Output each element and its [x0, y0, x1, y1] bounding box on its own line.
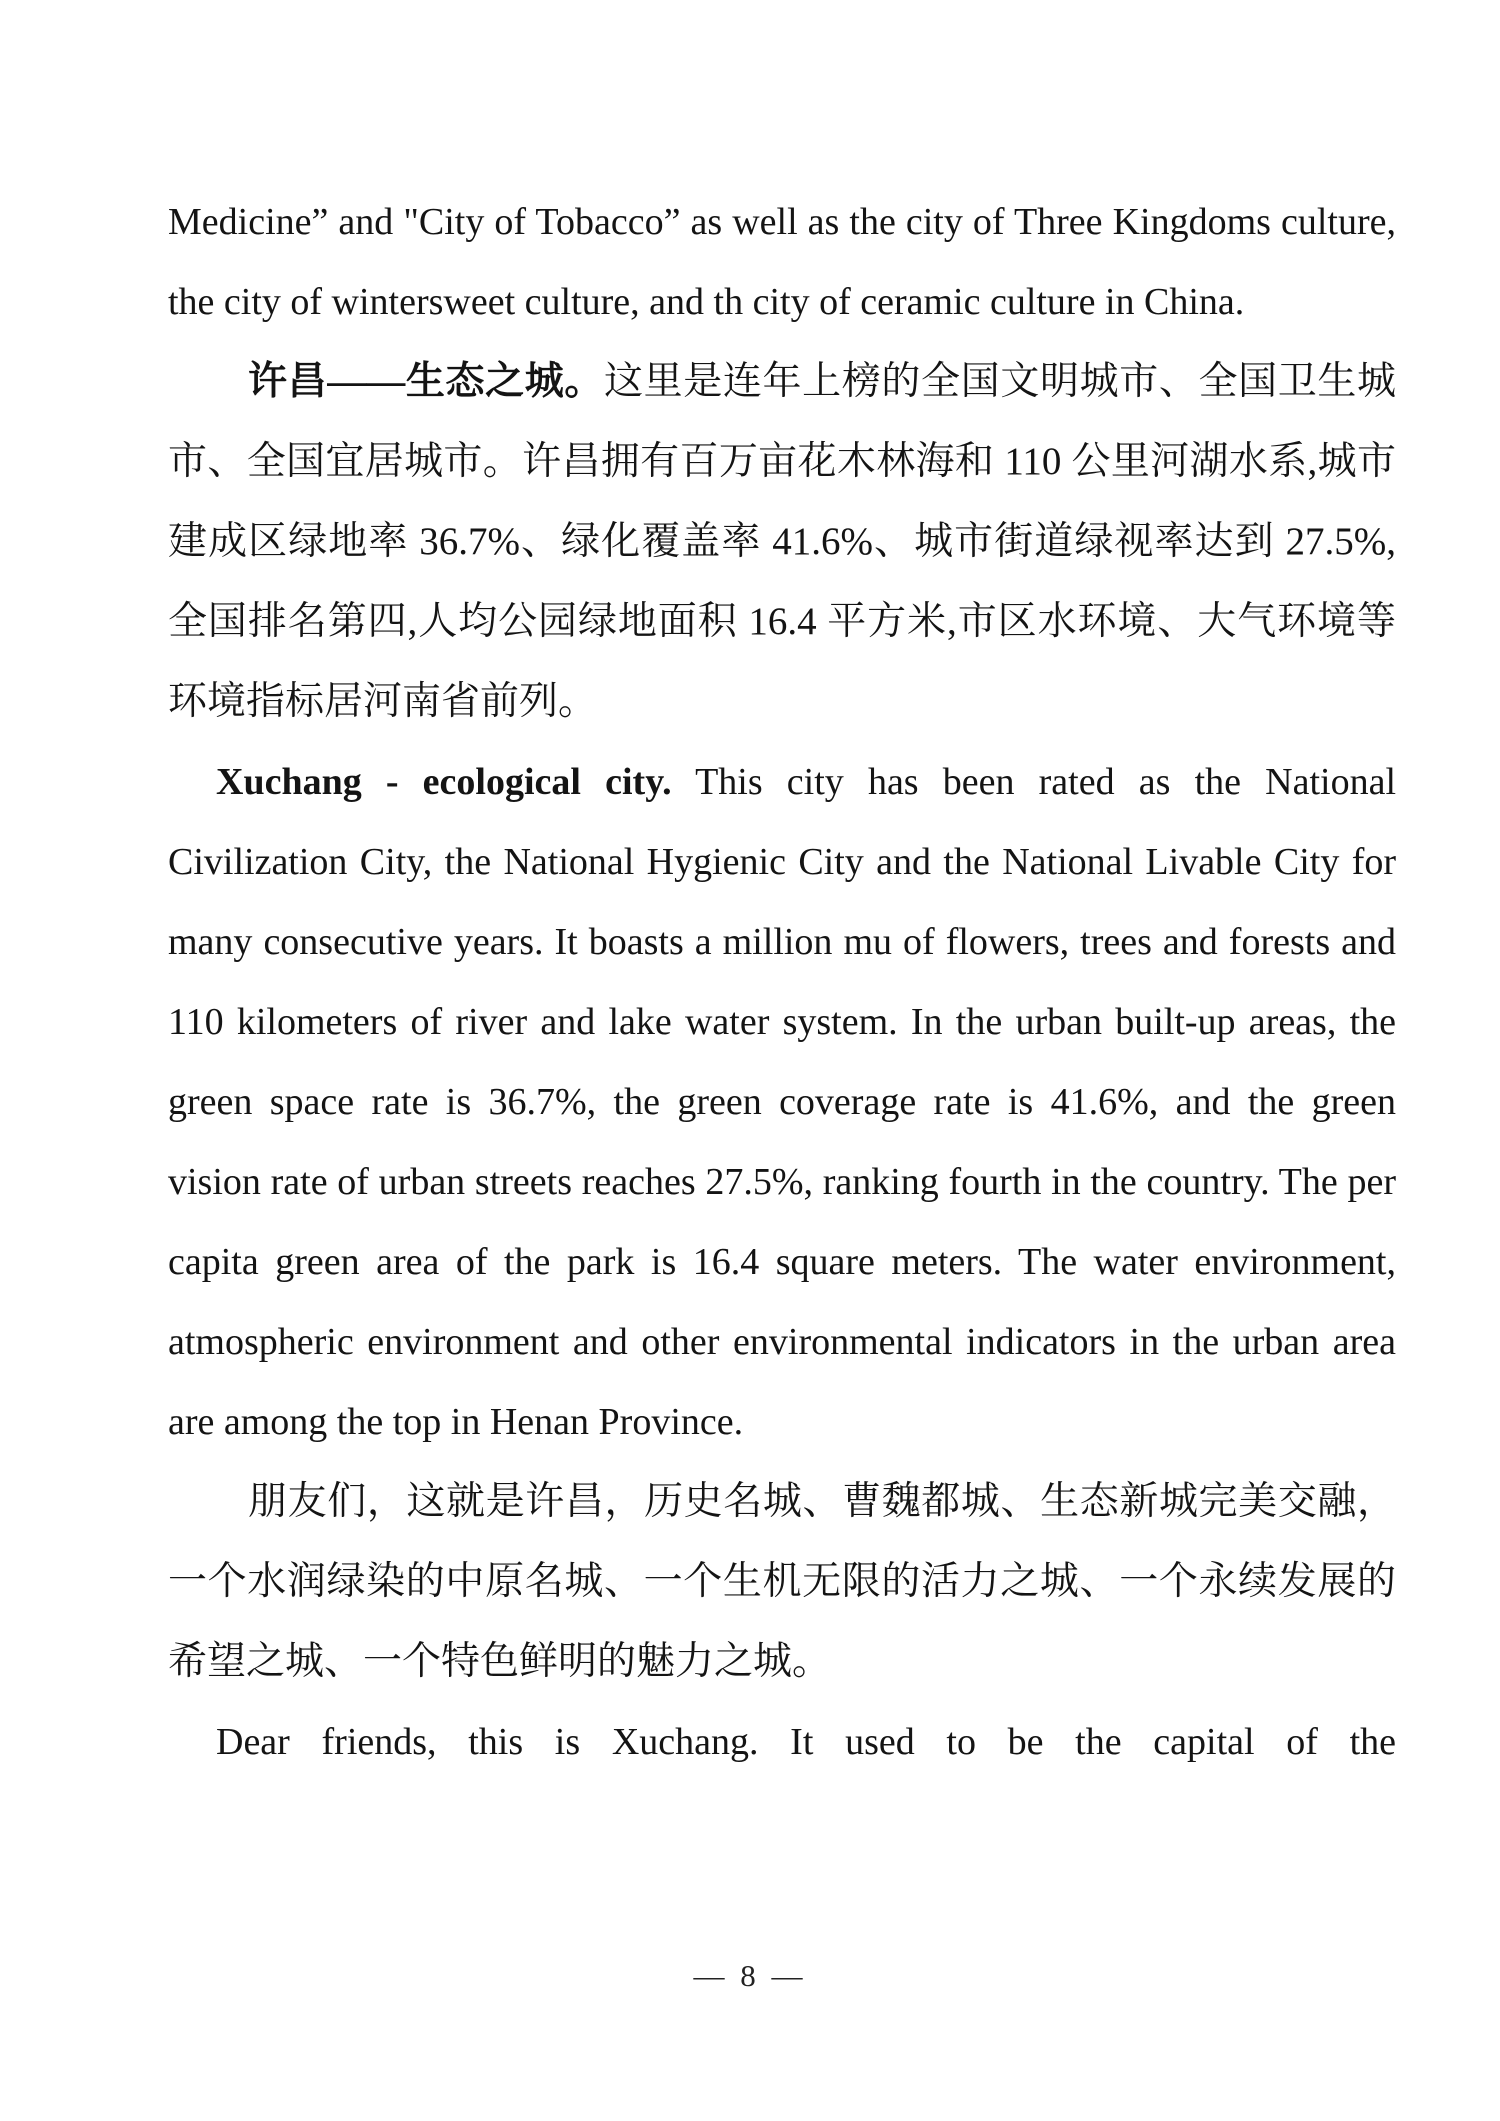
- paragraph-text: Dear friends, this is Xuchang. It used to be the capital of the: [216, 1721, 1396, 1763]
- paragraph-text: This city has been rated as the National Civilization City, the National Hygienic City and the National Livable City for many consecutive years. It boasts a million mu of flowers, trees and forests and 110 kilometers of river and lake water system. In the urban built-up areas, the green space rate is 36.7%, the green coverage rate is 41.6%, and the green vision rate of urban streets reaches 27.5%, ranking fourth in the country. The per capita green area of the park is 16.4 square meters. The water environment, atmospheric environment and other environmental indicators in the urban area are among the top in Henan Province.: [168, 761, 1397, 1443]
- document-body: [168, 182, 1396, 1782]
- paragraph-text: Medicine” and "City of Tobacco” as well as the city of Three Kingdoms culture, the city of wintersweet culture, and th city of ceramic culture in China.: [168, 201, 1396, 323]
- paragraph-chinese-eco-city: [168, 342, 1396, 742]
- paragraph-english-eco-city: [168, 742, 1396, 1462]
- paragraph-english-dear-friends: [168, 1702, 1396, 1782]
- page-number: — 8 —: [693, 1958, 807, 1993]
- paragraph-english-continuation: [168, 182, 1396, 342]
- paragraph-text: 朋友们，这就是许昌，历史名城、曹魏都城、生态新城完美交融，一个水润绿染的中原名城、一个生机无限的活力之城、一个永续发展的希望之城、一个特色鲜明的魅力之城。: [168, 1480, 1396, 1683]
- paragraph-chinese-friends: [168, 1462, 1396, 1702]
- paragraph-text: 这里是连年上榜的全国文明城市、全国卫生城市、全国宜居城市。许昌拥有百万亩花木林海和 110 公里河湖水系,城市建成区绿地率 36.7%、绿化覆盖率 41.6%、城市街道绿视率达到 27.5%,全国排名第四,人均公园绿地面积 16.4 平方米,市区水环境、大气环境等环境指标居河南省前列。: [168, 360, 1396, 723]
- paragraph-lead-bold: 许昌——生态之城。: [248, 360, 605, 403]
- paragraph-lead-bold: Xuchang - ecological city.: [216, 761, 672, 803]
- page-footer: [0, 1958, 1500, 1994]
